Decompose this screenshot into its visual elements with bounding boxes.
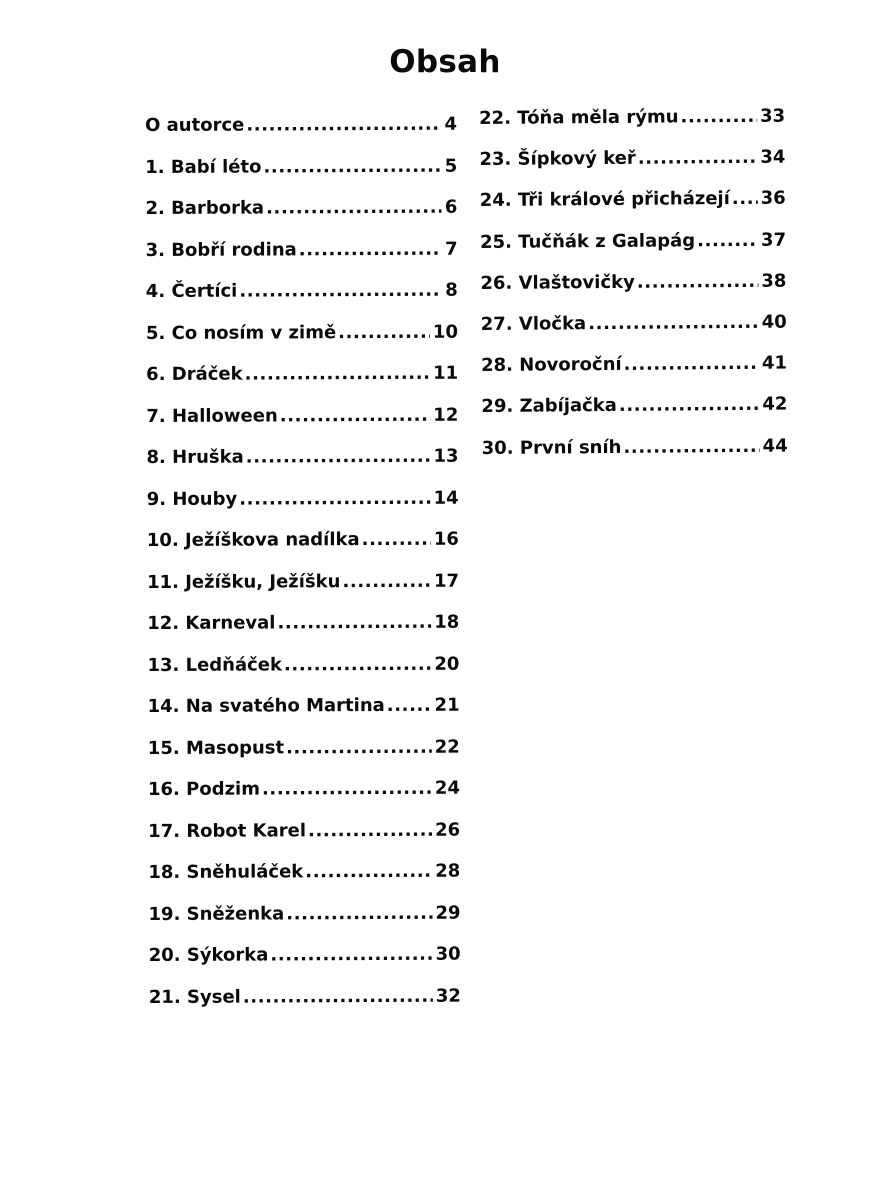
toc-entry <box>145 193 457 236</box>
toc-entry <box>482 431 788 475</box>
toc-dot-leader <box>266 193 442 224</box>
toc-entry-title: 12. Karneval <box>147 612 276 634</box>
toc-entry <box>146 317 458 360</box>
toc-dot-leader <box>638 143 758 174</box>
toc-entry <box>149 981 461 1024</box>
toc-dot-leader <box>239 483 431 514</box>
toc-right-column <box>479 102 788 475</box>
toc-entry-page-number: 37 <box>760 229 787 251</box>
toc-entry-title: 25. Tučňák z Galapág <box>480 229 696 253</box>
toc-entry-page-number: 34 <box>760 146 786 168</box>
toc-entry-title: 10. Ježíškova nadílka <box>146 529 360 551</box>
toc-entry <box>147 566 459 609</box>
toc-entry <box>480 225 786 269</box>
toc-entry <box>148 898 460 941</box>
toc-entry-page-number: 29 <box>435 902 461 924</box>
toc-dot-leader <box>387 691 432 721</box>
toc-entry-page-number: 11 <box>433 362 459 384</box>
toc-entry <box>146 400 458 443</box>
toc-entry-page-number: 32 <box>435 985 461 1007</box>
toc-dot-leader <box>732 184 758 214</box>
toc-entry-page-number: 24 <box>434 777 461 799</box>
toc-entry-title: 15. Masopust <box>147 736 285 759</box>
toc-dot-leader <box>246 110 441 141</box>
toc-dot-leader <box>305 857 432 888</box>
toc-entry <box>149 940 461 983</box>
toc-entry-page-number: 5 <box>444 155 458 177</box>
toc-entry <box>148 732 460 775</box>
toc-entry-title: 16. Podzim <box>147 778 261 800</box>
toc-entry-title: 17. Robot Karel <box>148 819 307 842</box>
toc-entry <box>480 266 786 310</box>
toc-entry-page-number: 22 <box>434 736 460 758</box>
toc-entry <box>479 143 785 187</box>
toc-entry-page-number: 4 <box>444 113 458 135</box>
toc-entry-page-number: 8 <box>445 279 458 301</box>
toc-dot-leader <box>299 234 442 265</box>
toc-entry-title: 1. Babí léto <box>145 155 262 178</box>
toc-dot-leader <box>588 308 759 339</box>
toc-entry <box>146 359 458 402</box>
toc-entry-title: 28. Novoroční <box>480 354 622 377</box>
toc-entry-title: 11. Ježíšku, Ježíšku <box>147 570 341 593</box>
toc-entry-page-number: 7 <box>445 238 458 260</box>
toc-entry <box>148 815 460 858</box>
toc-entry-page-number: 30 <box>435 943 461 965</box>
toc-entry <box>147 525 459 568</box>
toc-entry-page-number: 42 <box>762 393 788 416</box>
toc-entry <box>146 276 458 319</box>
toc-entry-title: 5. Co nosím v zimě <box>145 321 337 344</box>
toc-dot-leader <box>263 151 441 182</box>
toc-entry-title: 29. Zabíjačka <box>481 395 617 418</box>
toc-dot-leader <box>277 608 431 639</box>
toc-entry-page-number: 18 <box>434 611 460 633</box>
toc-entry-page-number: 36 <box>760 187 786 210</box>
toc-entry-title: 22. Tóňa měla rýmu <box>479 106 679 129</box>
toc-entry <box>145 151 457 194</box>
toc-entry-title: 2. Barborka <box>145 197 265 219</box>
toc-entry <box>145 110 457 153</box>
toc-dot-leader <box>619 390 760 421</box>
toc-dot-leader <box>637 267 759 298</box>
toc-entry <box>147 649 459 692</box>
toc-dot-leader <box>284 649 432 680</box>
toc-entry-title: 4. Čertíci <box>145 280 238 302</box>
toc-entry-page-number: 14 <box>433 487 459 509</box>
toc-entry-title: 7. Halloween <box>146 404 278 427</box>
toc-entry-title: 9. Houby <box>146 488 238 510</box>
toc-entry <box>148 774 460 817</box>
toc-entry <box>479 102 785 146</box>
toc-entry <box>481 308 787 352</box>
toc-dot-leader <box>270 940 432 971</box>
toc-entry-page-number: 26 <box>435 819 461 841</box>
page-title: Obsah <box>389 44 501 80</box>
toc-entry <box>481 349 787 393</box>
toc-dot-leader <box>624 349 760 380</box>
toc-dot-leader <box>680 102 757 133</box>
toc-entry-page-number: 20 <box>434 653 460 675</box>
toc-entry-title: 20. Sýkorka <box>148 944 269 966</box>
toc-entry-page-number: 40 <box>761 311 787 333</box>
toc-dot-leader <box>697 225 758 255</box>
toc-entry-page-number: 10 <box>432 321 459 343</box>
toc-entry-page-number: 41 <box>761 352 788 374</box>
toc-entry-page-number: 13 <box>433 445 459 467</box>
toc-entry-title: 3. Bobří rodina <box>145 238 297 261</box>
toc-dot-leader <box>362 525 431 555</box>
toc-dot-leader <box>262 774 432 805</box>
toc-entry-page-number: 28 <box>435 860 461 882</box>
toc-dot-leader <box>308 815 432 846</box>
toc-dot-leader <box>286 732 432 763</box>
toc-entry-title: 14. Na svatého Martina <box>147 694 385 717</box>
toc-entry-page-number: 44 <box>762 435 788 457</box>
toc-dot-leader <box>280 400 431 431</box>
toc-entry <box>481 390 787 434</box>
toc-entry-title: 24. Tři králové přicházejí <box>479 188 730 212</box>
toc-entry-title: 30. První sníh <box>481 436 622 459</box>
toc-entry-title: 6. Dráček <box>146 363 243 385</box>
toc-entry <box>146 234 458 277</box>
toc-entry-page-number: 33 <box>759 105 786 127</box>
toc-entry-page-number: 6 <box>444 196 458 218</box>
toc-entry-title: 19. Sněženka <box>148 902 285 925</box>
toc-entry <box>147 483 459 526</box>
toc-dot-leader <box>623 431 759 462</box>
toc-dot-leader <box>338 317 430 347</box>
toc-entry-title: 18. Sněhuláček <box>148 861 304 883</box>
toc-entry <box>148 857 460 900</box>
toc-dot-leader <box>246 442 431 473</box>
toc-dot-leader <box>245 359 431 390</box>
toc-entry-title: O autorce <box>145 114 245 136</box>
toc-entry-title: 27. Vločka <box>480 313 587 335</box>
toc-entry <box>147 608 459 651</box>
toc-entry-page-number: 17 <box>433 570 460 592</box>
toc-entry-title: 8. Hruška <box>146 446 244 468</box>
toc-dot-leader <box>342 566 431 596</box>
toc-entry <box>480 184 786 228</box>
toc-entry <box>148 691 460 734</box>
toc-entry-page-number: 38 <box>761 270 787 292</box>
toc-entry <box>146 442 458 485</box>
toc-left-column <box>145 110 461 1024</box>
toc-dot-leader <box>243 981 433 1012</box>
toc-entry-page-number: 21 <box>434 694 460 716</box>
toc-dot-leader <box>286 898 432 929</box>
toc-entry-title: 23. Šípkový keř <box>479 147 636 171</box>
toc-entry-title: 21. Sysel <box>148 986 241 1008</box>
toc-entry-title: 26. Vlaštovičky <box>480 271 635 294</box>
toc-entry-page-number: 16 <box>433 528 459 550</box>
toc-entry-page-number: 12 <box>433 404 459 426</box>
toc-entry-title: 13. Ledňáček <box>147 653 282 676</box>
toc-dot-leader <box>239 276 442 307</box>
